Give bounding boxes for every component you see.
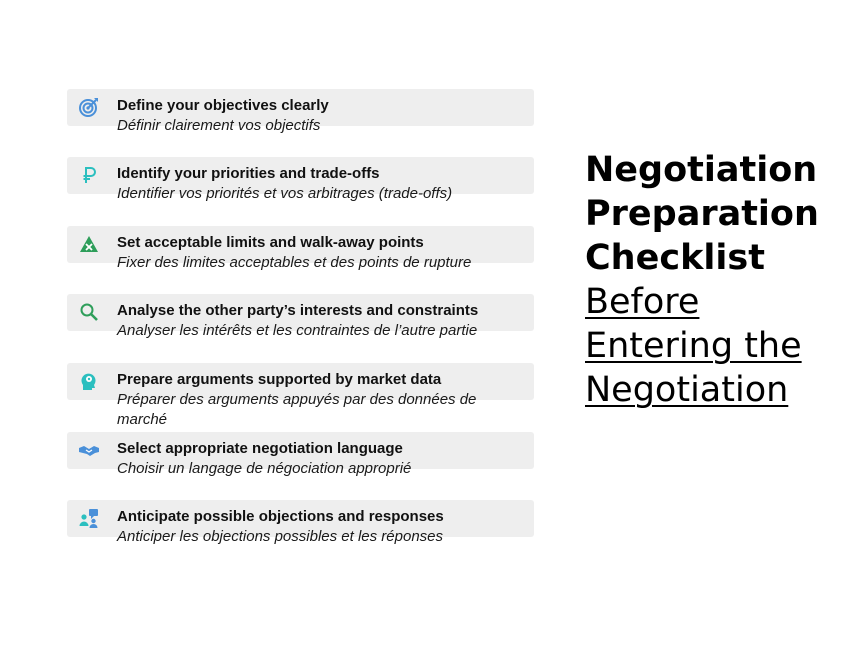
item-label-en: Define your objectives clearly	[117, 97, 329, 114]
page-title	[585, 148, 835, 412]
currency-icon	[78, 164, 100, 186]
magnifier-icon	[78, 301, 100, 323]
item-label-fr: Choisir un langage de négociation approprié	[117, 460, 412, 477]
item-label-fr: Analyser les intérêts et les contraintes de l’autre partie	[117, 322, 478, 339]
target-icon	[78, 96, 100, 118]
item-label-fr: Définir clairement vos objectifs	[117, 117, 321, 134]
head-gear-icon	[78, 370, 100, 392]
item-label-fr: Fixer des limites acceptables et des points de rupture	[117, 254, 472, 271]
title-subtitle: Before Entering the Negotiation	[585, 282, 802, 410]
item-label-fr: Anticiper les objections possibles et les réponses	[117, 528, 444, 545]
item-label-en: Analyse the other party’s interests and constraints	[117, 302, 479, 319]
handshake-icon	[78, 439, 100, 461]
item-label-fr: Identifier vos priorités et vos arbitrages (trade-offs)	[117, 185, 453, 202]
item-label-en: Anticipate possible objections and responses	[117, 508, 444, 525]
discussion-icon	[78, 507, 100, 529]
item-label-en: Set acceptable limits and walk-away points	[117, 234, 424, 251]
item-label-en: Identify your priorities and trade-offs	[117, 165, 380, 182]
title-main: Negotiation Preparation Checklist	[585, 150, 819, 278]
item-label-en: Prepare arguments supported by market data	[117, 371, 442, 388]
item-label-en: Select appropriate negotiation language	[117, 440, 403, 457]
limit-warning-icon	[78, 233, 100, 255]
item-label-fr: Préparer des arguments appuyés par des données de marché	[117, 391, 477, 428]
